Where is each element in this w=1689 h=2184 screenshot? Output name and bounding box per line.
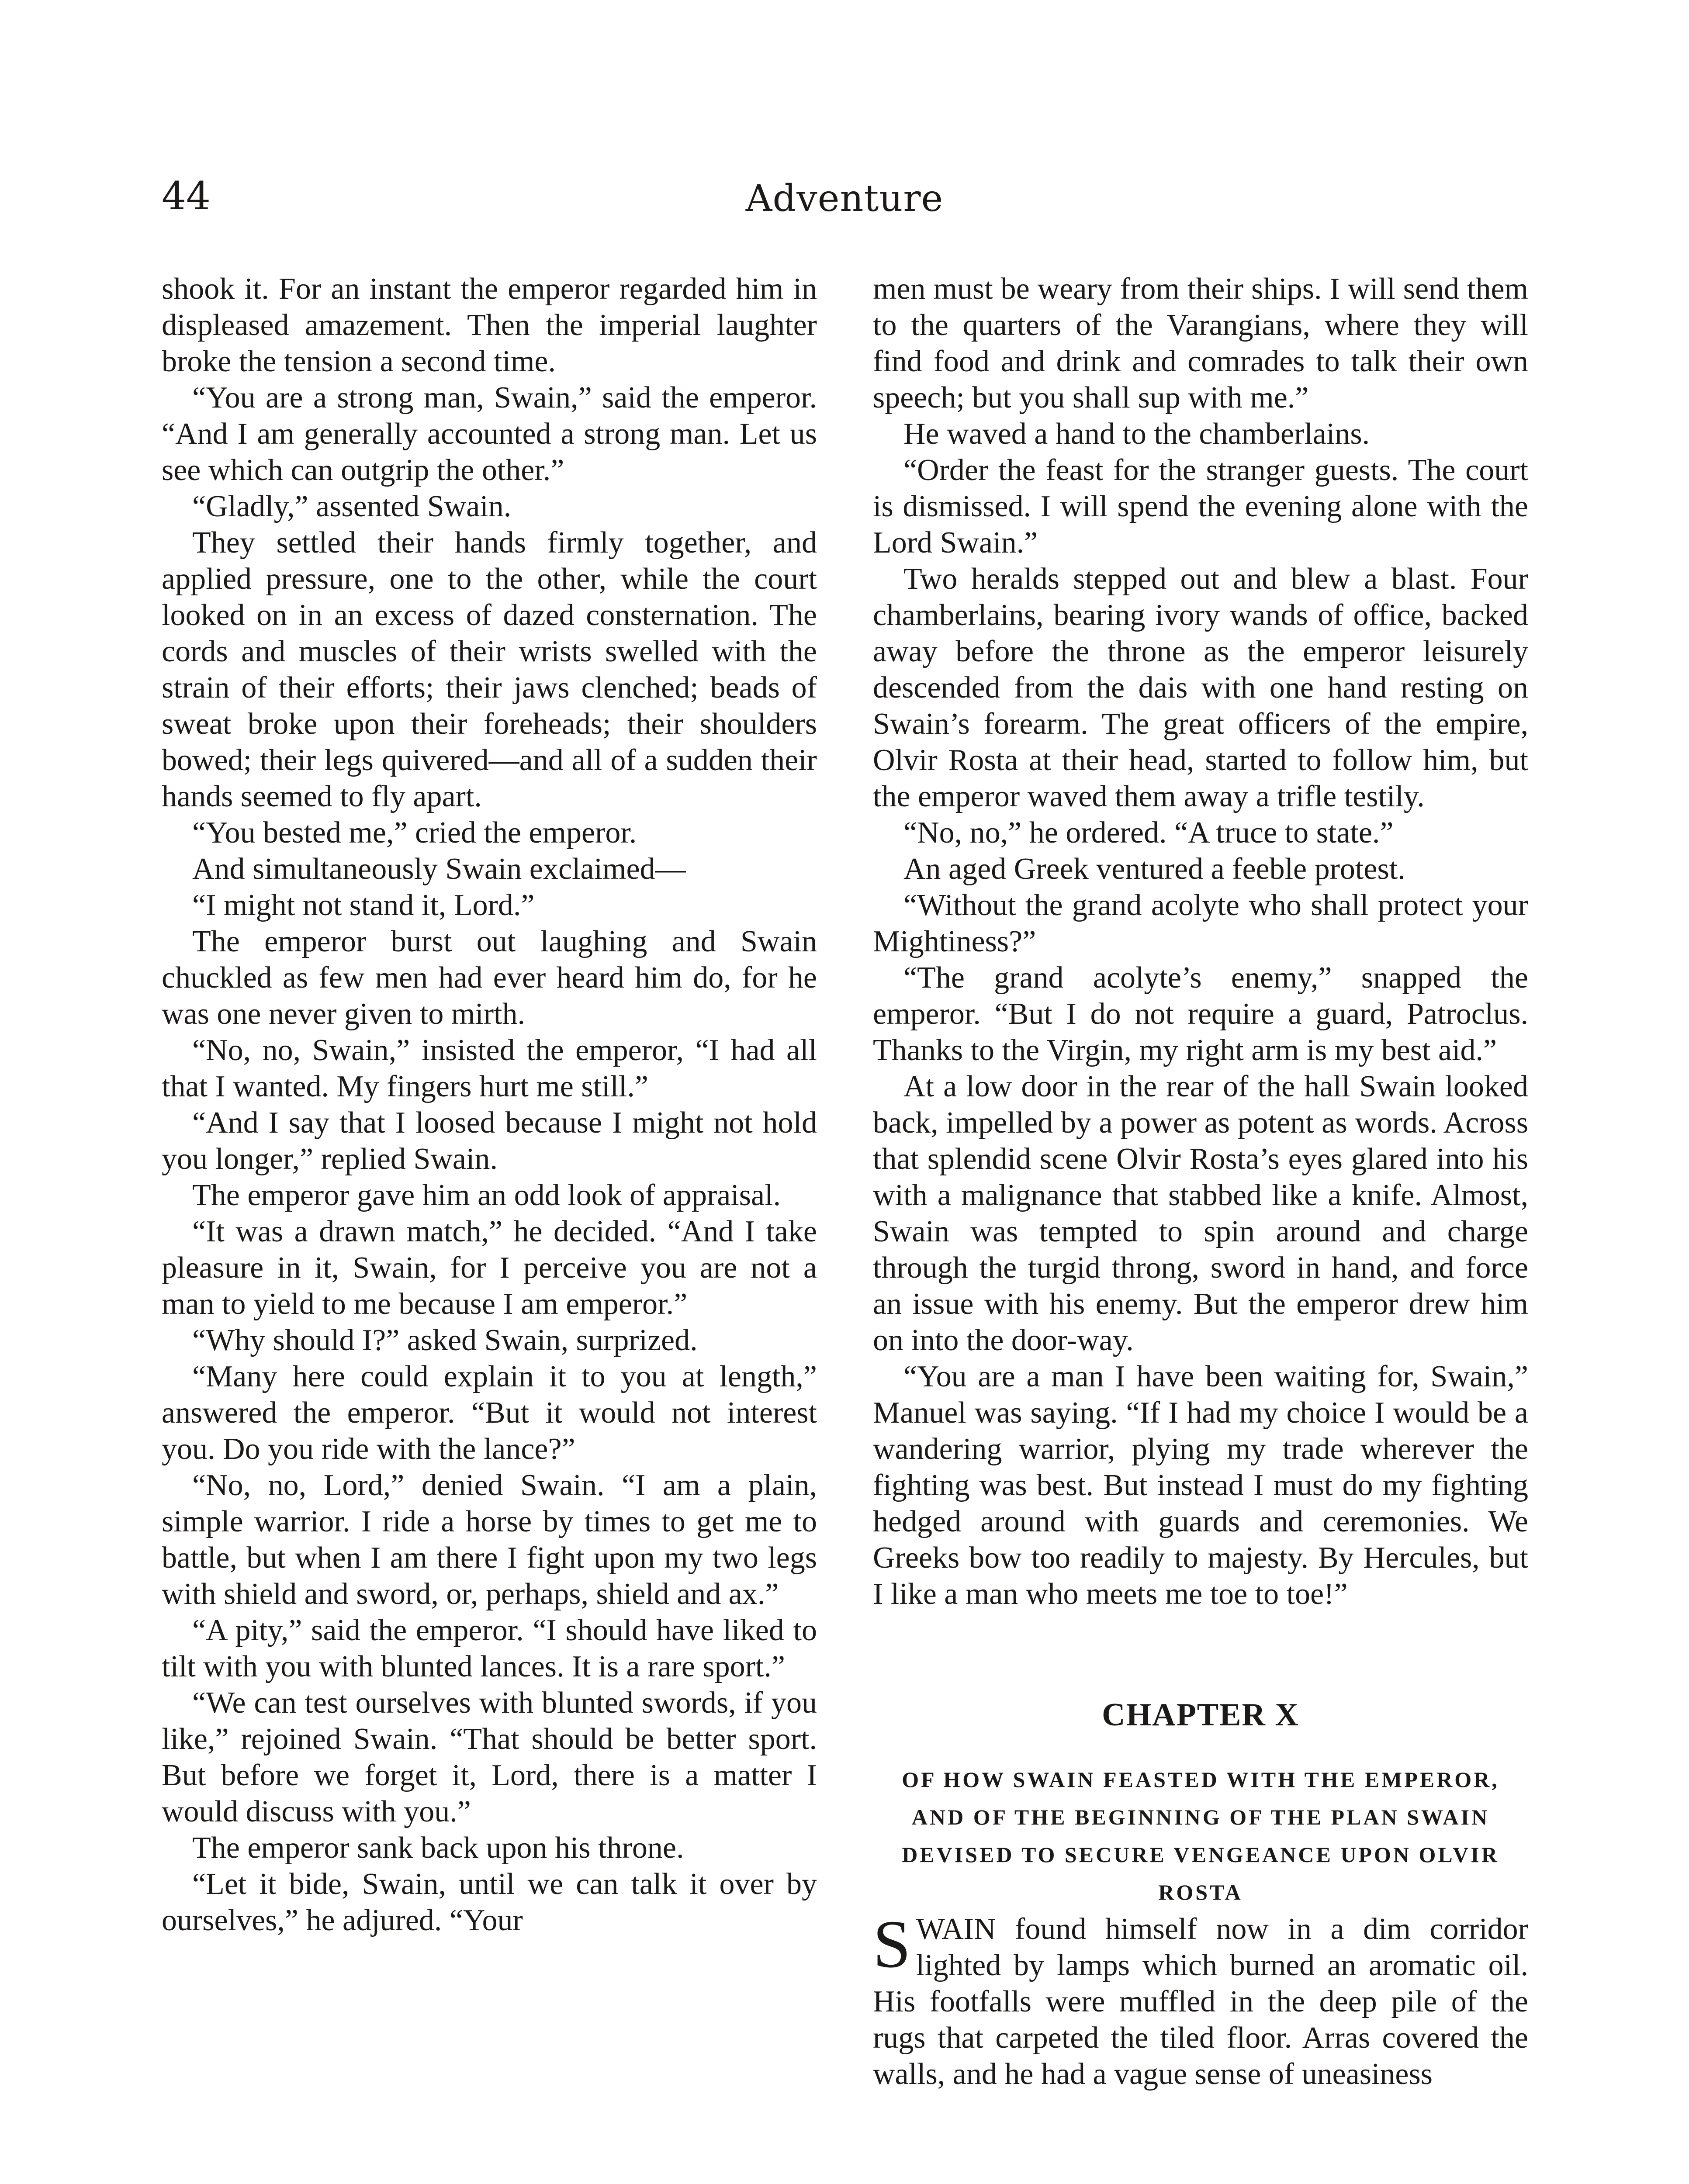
chapter-subtitle: OF HOW SWAIN FEASTED WITH THE EMPEROR, AND OF THE BEGINNING OF THE PLAN SWAIN DEVISED TO SECURE VENGEANCE UPON OLVIR ROSTA [902, 1767, 1499, 1904]
drop-cap: S [873, 1906, 911, 1982]
paragraph: “You are a strong man, Swain,” said the emperor. “And I am generally accounted a strong man. Let us see which can outgrip the other.” [162, 381, 817, 487]
paragraph: “Gladly,” assented Swain. [192, 490, 512, 523]
paragraph: “A pity,” said the emperor. “I should have liked to tilt with you with blunted lances. It is a rare sport.” [162, 1614, 817, 1683]
paragraph: men must be weary from their ships. I will send them to the quarters of the Varangians, where they will find food and drink and comrades to talk their own speech; but you shall sup with me.” [873, 272, 1528, 415]
page-number: 44 [162, 173, 211, 218]
chapter-heading: CHAPTER X [1102, 1697, 1299, 1733]
paragraph: “Let it bide, Swain, until we can talk it over by ourselves,” he adjured. “Your [162, 1867, 817, 1937]
paragraph: “No, no,” he ordered. “A truce to state.” [903, 816, 1394, 850]
paragraph: “The grand acolyte’s enemy,” snapped the emperor. “But I do not require a guard, Patroclus. Thanks to the Virgin, my right arm is my best aid.” [873, 961, 1528, 1067]
right-column-paragraphs [873, 271, 1528, 1612]
left-column [162, 271, 817, 1939]
paragraph: He waved a hand to the chamberlains. [903, 417, 1370, 451]
paragraph: “It was a drawn match,” he decided. “And I take pleasure in it, Swain, for I perceive you are not a man to yield to me because I am emperor.” [162, 1215, 817, 1321]
paragraph: “You are a man I have been waiting for, Swain,” Manuel was saying. “If I had my choice I would be a wandering warrior, plying my trade wherever the fighting was best. But instead I must do my fighting hedged around with guards and ceremonies. We Greeks bow too readily to majesty. By Hercules, but I like a man who meets me toe to toe!” [873, 1360, 1528, 1611]
paragraph: The emperor burst out laughing and Swain chuckled as few men had ever heard him do, for he was one never given to mirth. [162, 925, 817, 1031]
right-column [873, 271, 1528, 2092]
paragraph: At a low door in the rear of the hall Swain looked back, impelled by a power as potent as words. Across that splendid scene Olvir Rosta’s eyes glared into his with a malignance that stabbed like a knife. Almost, Swain was tempted to spin around and charge through the turgid throng, sword in hand, and force an issue with his enemy. But the emperor drew him on into the door-way. [873, 1070, 1528, 1357]
paragraph: “You bested me,” cried the emperor. [192, 816, 637, 850]
paragraph: shook it. For an instant the emperor regarded him in displeased amazement. Then the imperial laughter broke the tension a second time. [162, 272, 817, 378]
paragraph: “We can test ourselves with blunted swords, if you like,” rejoined Swain. “That should be better sport. But before we forget it, Lord, there is a matter I would discuss with you.” [162, 1686, 817, 1828]
paragraph: “Without the grand acolyte who shall protect your Mightiness?” [873, 888, 1528, 958]
paragraph: “Order the feast for the stranger guests. The court is dismissed. I will spend the evening alone with the Lord Swain.” [873, 453, 1528, 560]
paragraph: “I might not stand it, Lord.” [192, 888, 535, 922]
paragraph: “Why should I?” asked Swain, surprized. [192, 1324, 698, 1357]
paragraph: “And I say that I loosed because I might not hold you longer,” replied Swain. [162, 1106, 817, 1176]
paragraph: “Many here could explain it to you at length,” answered the emperor. “But it would not interest you. Do you ride with the lance?” [162, 1360, 817, 1466]
chapter-opening-paragraph [873, 1906, 1528, 2092]
chapter-opening-text: WAIN found himself now in a dim corridor lighted by lamps which burned an aromatic oil. His footfalls were muffled in the deep pile of the rugs that carpeted the tiled floor. Arras covered the walls, and he had a vague sense of uneasiness [873, 1912, 1528, 2091]
running-head: Adventure [745, 177, 944, 220]
paragraph: The emperor sank back upon his throne. [192, 1831, 684, 1865]
paragraph: An aged Greek ventured a feeble protest. [903, 852, 1405, 886]
paragraph: They settled their hands firmly together, and applied pressure, one to the other, while the court looked on in an excess of dazed consternation. The cords and muscles of their wrists swelled with the strain of their efforts; their jaws clenched; beads of sweat broke upon their foreheads; their shoulders bowed; their legs quivered—and all of a sudden their hands seemed to fly apart. [162, 526, 817, 813]
paragraph: “No, no, Swain,” insisted the emperor, “I had all that I wanted. My fingers hurt me still.” [162, 1033, 817, 1103]
paragraph: Two heralds stepped out and blew a blast. Four chamberlains, bearing ivory wands of office, backed away before the throne as the emperor leisurely descended from the dais with one hand resting on Swain’s forearm. The great officers of the empire, Olvir Rosta at their head, started to follow him, but the emperor waved them away a trifle testily. [873, 562, 1528, 813]
paragraph: “No, no, Lord,” denied Swain. “I am a plain, simple warrior. I ride a horse by times to get me to battle, but when I am there I fight upon my two legs with shield and sword, or, perhaps, shield and ax.” [162, 1469, 817, 1611]
paragraph: And simultaneously Swain exclaimed— [192, 852, 686, 886]
paragraph: The emperor gave him an odd look of appraisal. [192, 1178, 781, 1212]
